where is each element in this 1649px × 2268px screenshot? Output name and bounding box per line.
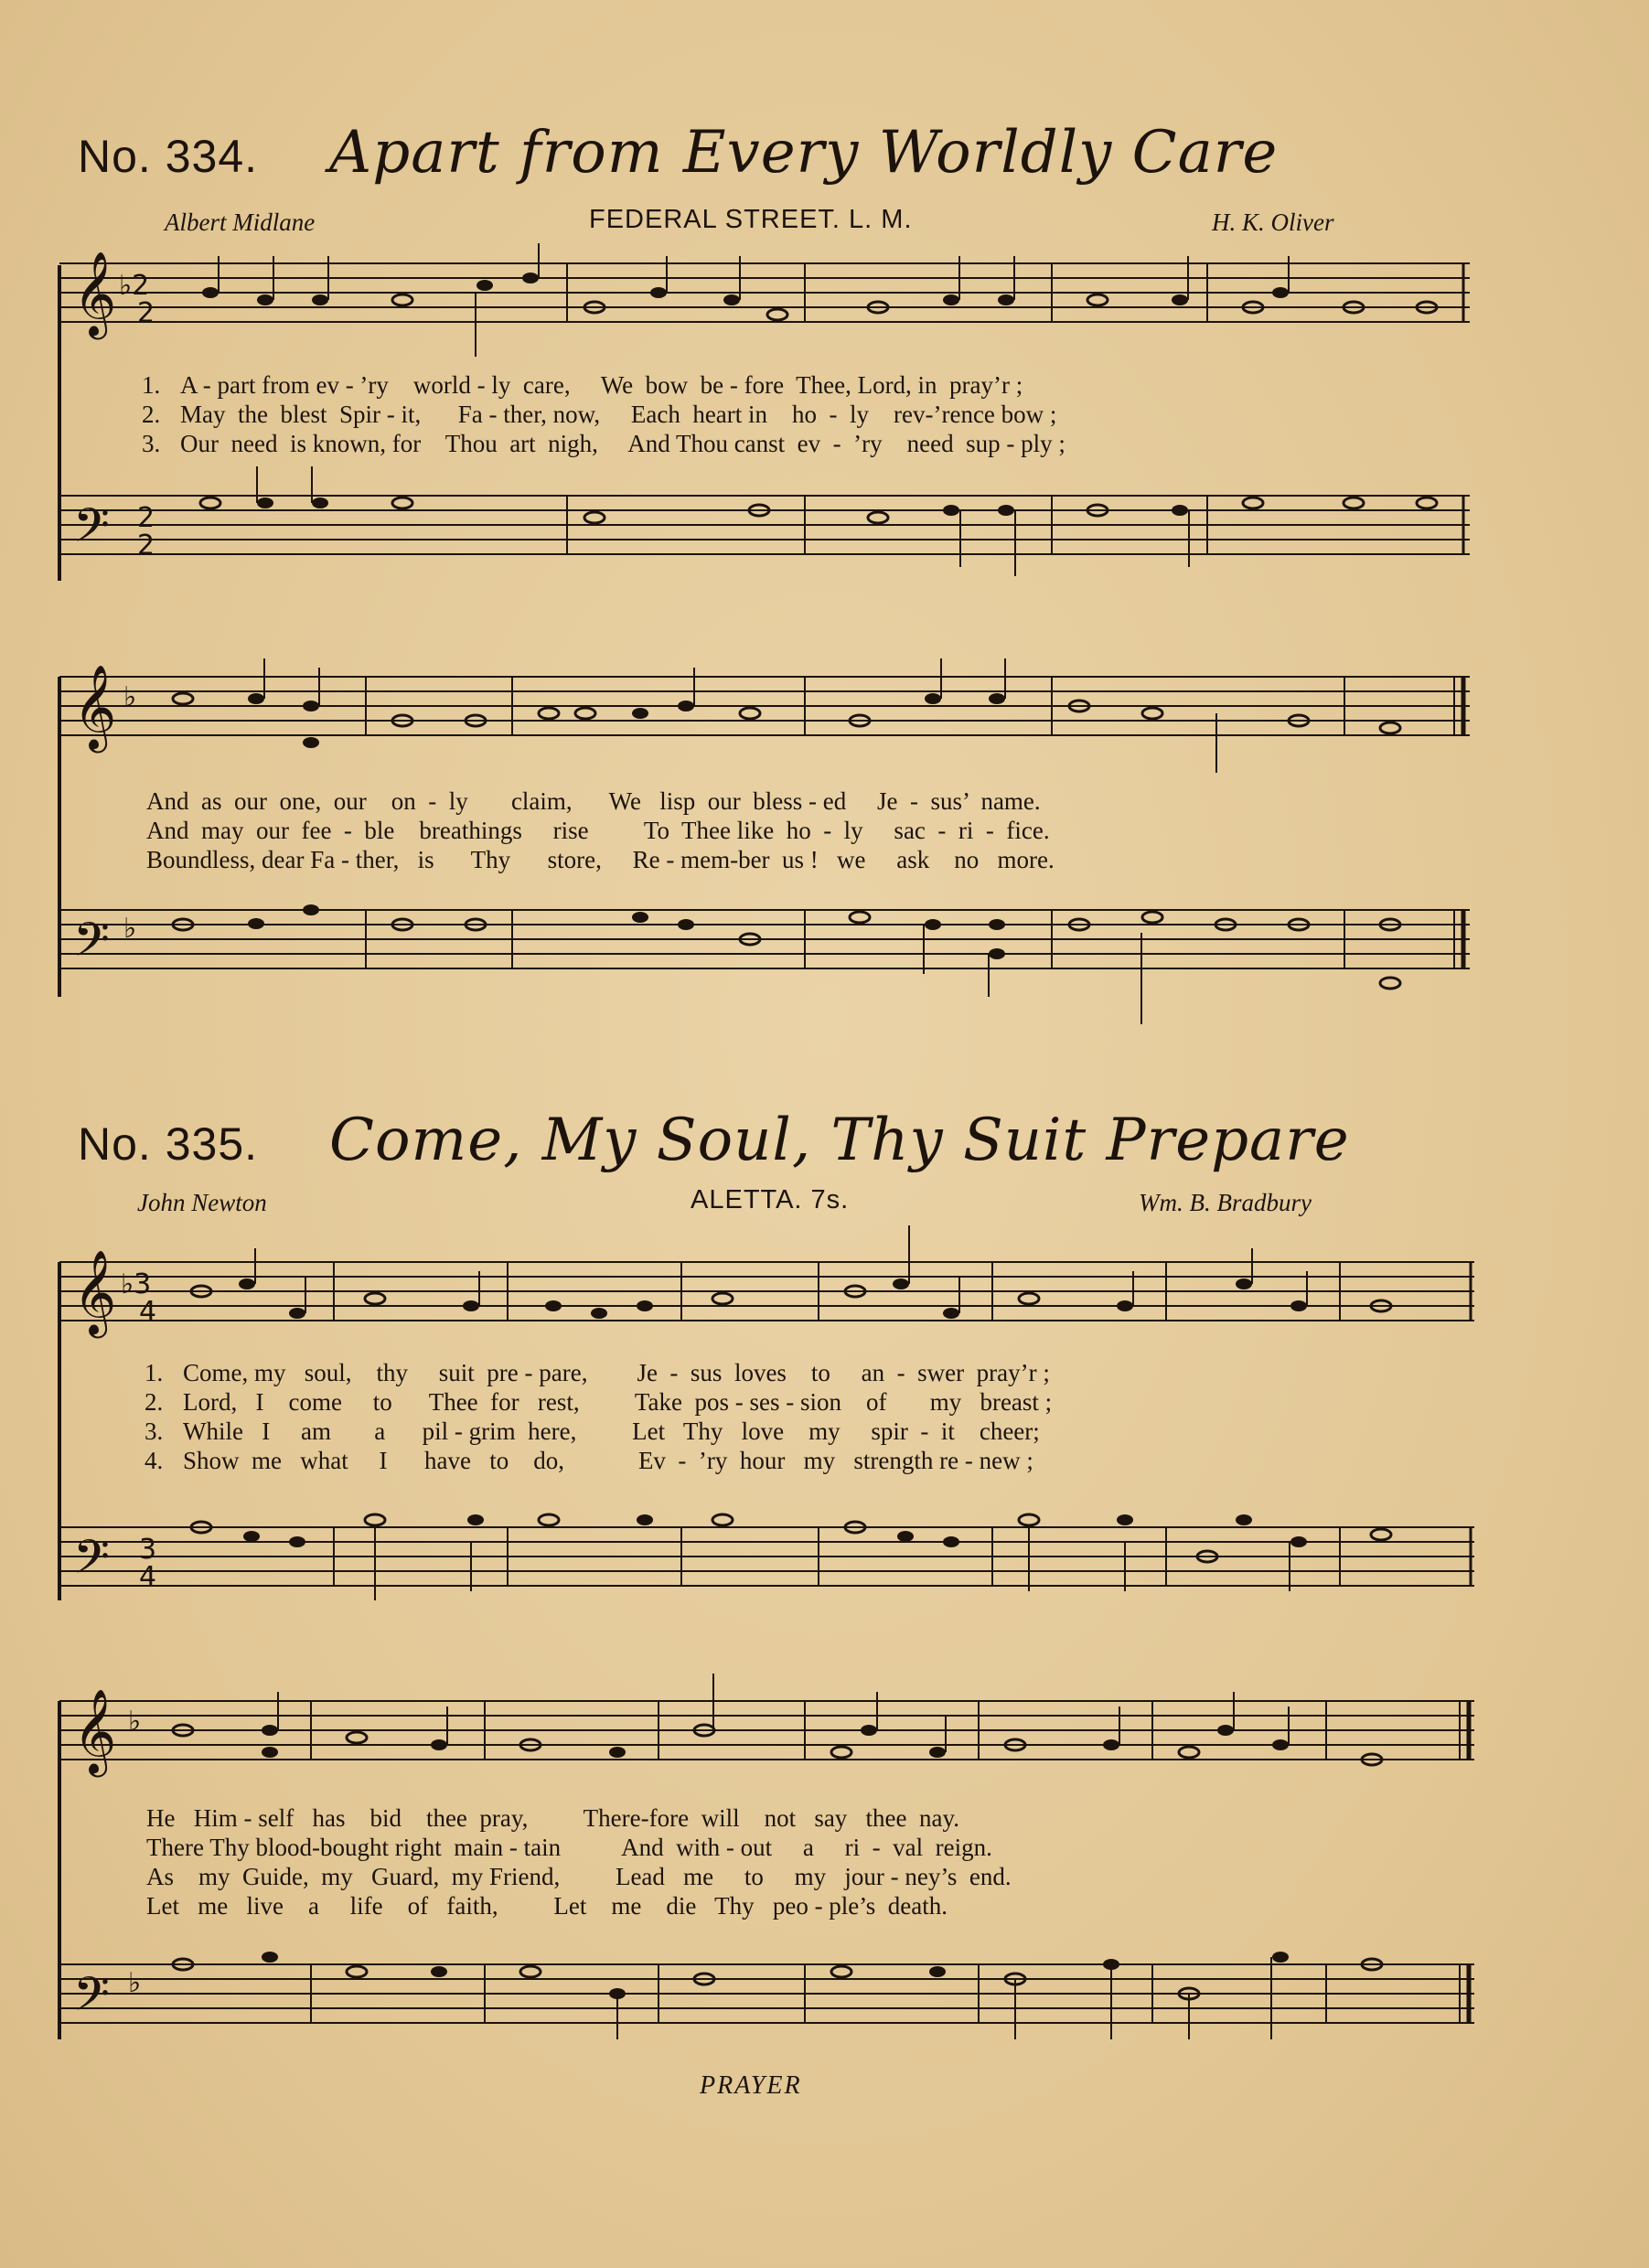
hymn-334-heading bbox=[78, 119, 1278, 187]
verse-line-3: Boundless, dear Fa - ther, is Thy store, Re - mem-ber us ! we ask no more. bbox=[146, 846, 1055, 873]
svg-text:𝄢: 𝄢 bbox=[73, 1529, 110, 1596]
svg-text:𝄞: 𝄞 bbox=[73, 1249, 117, 1334]
hymn-number: No. 335. bbox=[78, 1118, 259, 1170]
tune-name: FEDERAL STREET. L. M. bbox=[589, 205, 913, 234]
verses-334-part-1 bbox=[142, 370, 1065, 458]
verse-number: 1. bbox=[142, 371, 161, 399]
verse-line-1: And as our one, our on - ly claim, We lisp our bless - ed Je - sus’ name. bbox=[146, 787, 1041, 815]
svg-text:♭: ♭ bbox=[123, 681, 137, 713]
section-footer: PRAYER bbox=[700, 2071, 802, 2100]
svg-text:2: 2 bbox=[137, 530, 155, 562]
verse-number: 3. bbox=[142, 430, 161, 457]
verses-334-part-2 bbox=[146, 786, 1055, 874]
verse-line-1 bbox=[142, 370, 1065, 400]
tune-name: ALETTA. 7s. bbox=[691, 1185, 850, 1214]
hymn-author: Albert Midlane bbox=[165, 209, 316, 236]
verse-text: May the blest Spir - it, Fa - ther, now, Each heart in ho - ly rev-’rence bow ; bbox=[180, 401, 1057, 428]
verse-number: 2. bbox=[142, 401, 161, 428]
svg-text:2: 2 bbox=[137, 502, 155, 534]
verse-text: Our need is known, for Thou art nigh, And Thou canst ev - ’ry need sup - ply ; bbox=[180, 430, 1065, 457]
svg-text:♭: ♭ bbox=[128, 1706, 142, 1738]
svg-text:♭: ♭ bbox=[128, 1967, 142, 1999]
hymn-title: Come, My Soul, Thy Suit Prepare bbox=[329, 1107, 1350, 1174]
svg-text:4: 4 bbox=[139, 1296, 157, 1328]
verse-text: Show me what I have to do, Ev - ’ry hour my strength re - new ; bbox=[183, 1447, 1033, 1474]
verse-number: 3. bbox=[145, 1418, 164, 1445]
svg-text:♭3: ♭3 bbox=[121, 1268, 152, 1300]
verse-number: 4. bbox=[145, 1447, 164, 1474]
verse-number: 1. bbox=[145, 1359, 164, 1386]
svg-text:𝄞: 𝄞 bbox=[73, 251, 117, 336]
verse-text: A - part from ev - ’ry world - ly care, We bow be - fore Thee, Lord, in pray’r ; bbox=[180, 371, 1023, 399]
svg-text:♭: ♭ bbox=[123, 913, 137, 945]
verse-line-3 bbox=[142, 429, 1065, 458]
verse-line-4 bbox=[145, 1446, 1052, 1475]
hymn-author: John Newton bbox=[137, 1189, 267, 1216]
verse-text: While I am a pil - grim here, Let Thy love my spir - it cheer; bbox=[183, 1418, 1040, 1445]
verse-line-1 bbox=[145, 1358, 1052, 1387]
verse-line-2: And may our fee - ble breathings rise To Thee like ho - ly sac - ri - fice. bbox=[146, 817, 1050, 844]
verse-line-2 bbox=[145, 1387, 1052, 1417]
hymn-title: Apart from Every Worldly Care bbox=[329, 119, 1279, 187]
svg-text:𝄢: 𝄢 bbox=[73, 1966, 110, 2033]
verse-line-3: As my Guide, my Guard, my Friend, Lead me to my jour - ney’s end. bbox=[146, 1863, 1012, 1890]
svg-text:4: 4 bbox=[139, 1561, 157, 1593]
verse-line-2 bbox=[142, 400, 1065, 429]
svg-text:3: 3 bbox=[139, 1534, 157, 1566]
svg-text:𝄞: 𝄞 bbox=[73, 664, 117, 749]
verse-line-3 bbox=[145, 1417, 1052, 1446]
svg-text:♭2: ♭2 bbox=[119, 270, 150, 302]
svg-text:𝄞: 𝄞 bbox=[73, 1688, 117, 1773]
hymn-number: No. 334. bbox=[78, 131, 259, 182]
hymn-composer: H. K. Oliver bbox=[1212, 209, 1334, 236]
verse-text: Come, my soul, thy suit pre - pare, Je - sus loves to an - swer pray’r ; bbox=[183, 1359, 1050, 1386]
verse-line-4: Let me live a life of faith, Let me die Thy peo - ple’s death. bbox=[146, 1892, 948, 1920]
verse-line-1: He Him - self has bid thee pray, There-fore will not say thee nay. bbox=[146, 1804, 960, 1832]
svg-text:𝄢: 𝄢 bbox=[73, 497, 110, 564]
hymn-335-heading bbox=[78, 1107, 1350, 1174]
hymn-composer: Wm. B. Bradbury bbox=[1139, 1189, 1312, 1216]
verse-line-2: There Thy blood-bought right main - tain And with - out a ri - val reign. bbox=[146, 1834, 992, 1861]
verses-335-part-1 bbox=[145, 1358, 1052, 1475]
verse-number: 2. bbox=[145, 1388, 164, 1416]
svg-text:2: 2 bbox=[137, 297, 155, 329]
svg-text:𝄢: 𝄢 bbox=[73, 912, 110, 979]
verse-text: Lord, I come to Thee for rest, Take pos - ses - sion of my breast ; bbox=[183, 1388, 1053, 1416]
verses-335-part-2 bbox=[146, 1803, 1012, 1920]
